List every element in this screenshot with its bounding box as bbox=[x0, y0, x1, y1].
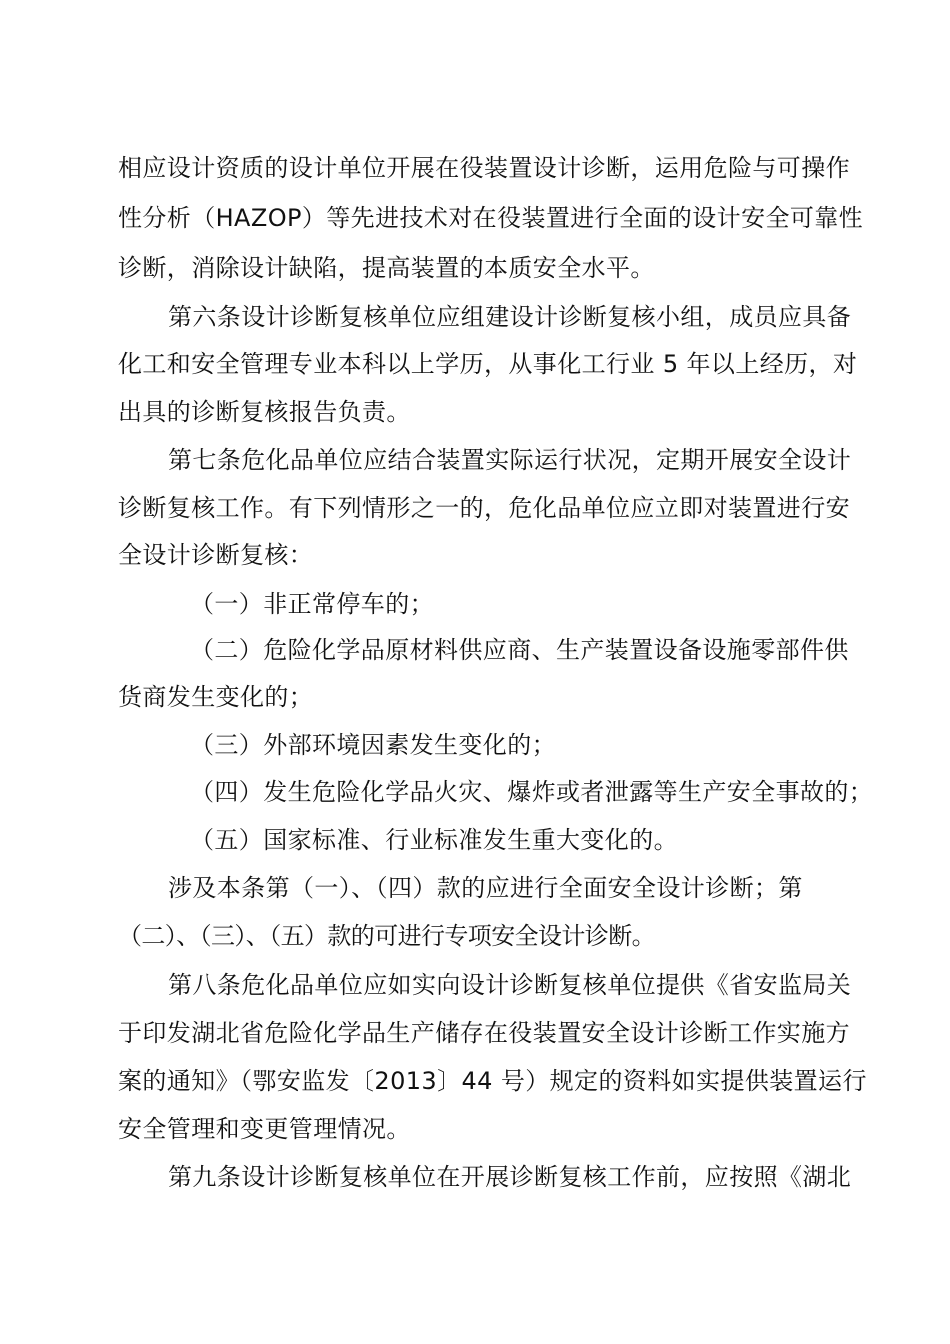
paragraph-line: 相应设计资质的设计单位开展在役装置设计诊断，运用危险与可操作 bbox=[118, 154, 850, 182]
list-item-4: （四）发生危险化学品火灾、爆炸或者泄露等生产安全事故的； bbox=[190, 778, 874, 806]
article-8-heading-line: 第八条危化品单位应如实向设计诊断复核单位提供《省安监局关 bbox=[168, 971, 852, 999]
paragraph-line: 诊断，消除设计缺陷，提高装置的本质安全水平。 bbox=[118, 254, 655, 282]
article-6-heading-line: 第六条设计诊断复核单位应组建设计诊断复核小组，成员应具备 bbox=[168, 303, 852, 331]
paragraph-line: 案的通知》（鄂安监发〔2013〕44 号）规定的资料如实提供装置运行 bbox=[118, 1067, 867, 1095]
list-item-2-continuation: 货商发生变化的； bbox=[118, 683, 314, 711]
article-9-heading-line: 第九条设计诊断复核单位在开展诊断复核工作前，应按照《湖北 bbox=[168, 1163, 852, 1191]
paragraph-line: 涉及本条第（一）、（四）款的应进行全面安全设计诊断；第 bbox=[168, 874, 803, 902]
paragraph-line: 安全管理和变更管理情况。 bbox=[118, 1115, 411, 1143]
paragraph-line: 出具的诊断复核报告负责。 bbox=[118, 398, 411, 426]
list-item-2: （二）危险化学品原材料供应商、生产装置设备设施零部件供 bbox=[190, 636, 849, 664]
article-7-heading-line: 第七条危化品单位应结合装置实际运行状况，定期开展安全设计 bbox=[168, 446, 852, 474]
list-item-3: （三）外部环境因素发生变化的； bbox=[190, 731, 556, 759]
paragraph-line: 化工和安全管理专业本科以上学历，从事化工行业 5 年以上经历，对 bbox=[118, 350, 858, 378]
list-item-1: （一）非正常停车的； bbox=[190, 590, 434, 618]
paragraph-line: 性分析（HAZOP）等先进技术对在役装置进行全面的设计安全可靠性 bbox=[118, 204, 864, 232]
paragraph-line: 于印发湖北省危险化学品生产储存在役装置安全设计诊断工作实施方 bbox=[118, 1019, 850, 1047]
paragraph-line: （二）、（三）、（五）款的可进行专项安全设计诊断。 bbox=[118, 922, 655, 950]
paragraph-line: 全设计诊断复核： bbox=[118, 541, 314, 569]
list-item-5: （五）国家标准、行业标准发生重大变化的。 bbox=[190, 826, 678, 854]
paragraph-line: 诊断复核工作。有下列情形之一的，危化品单位应立即对装置进行安 bbox=[118, 494, 850, 522]
